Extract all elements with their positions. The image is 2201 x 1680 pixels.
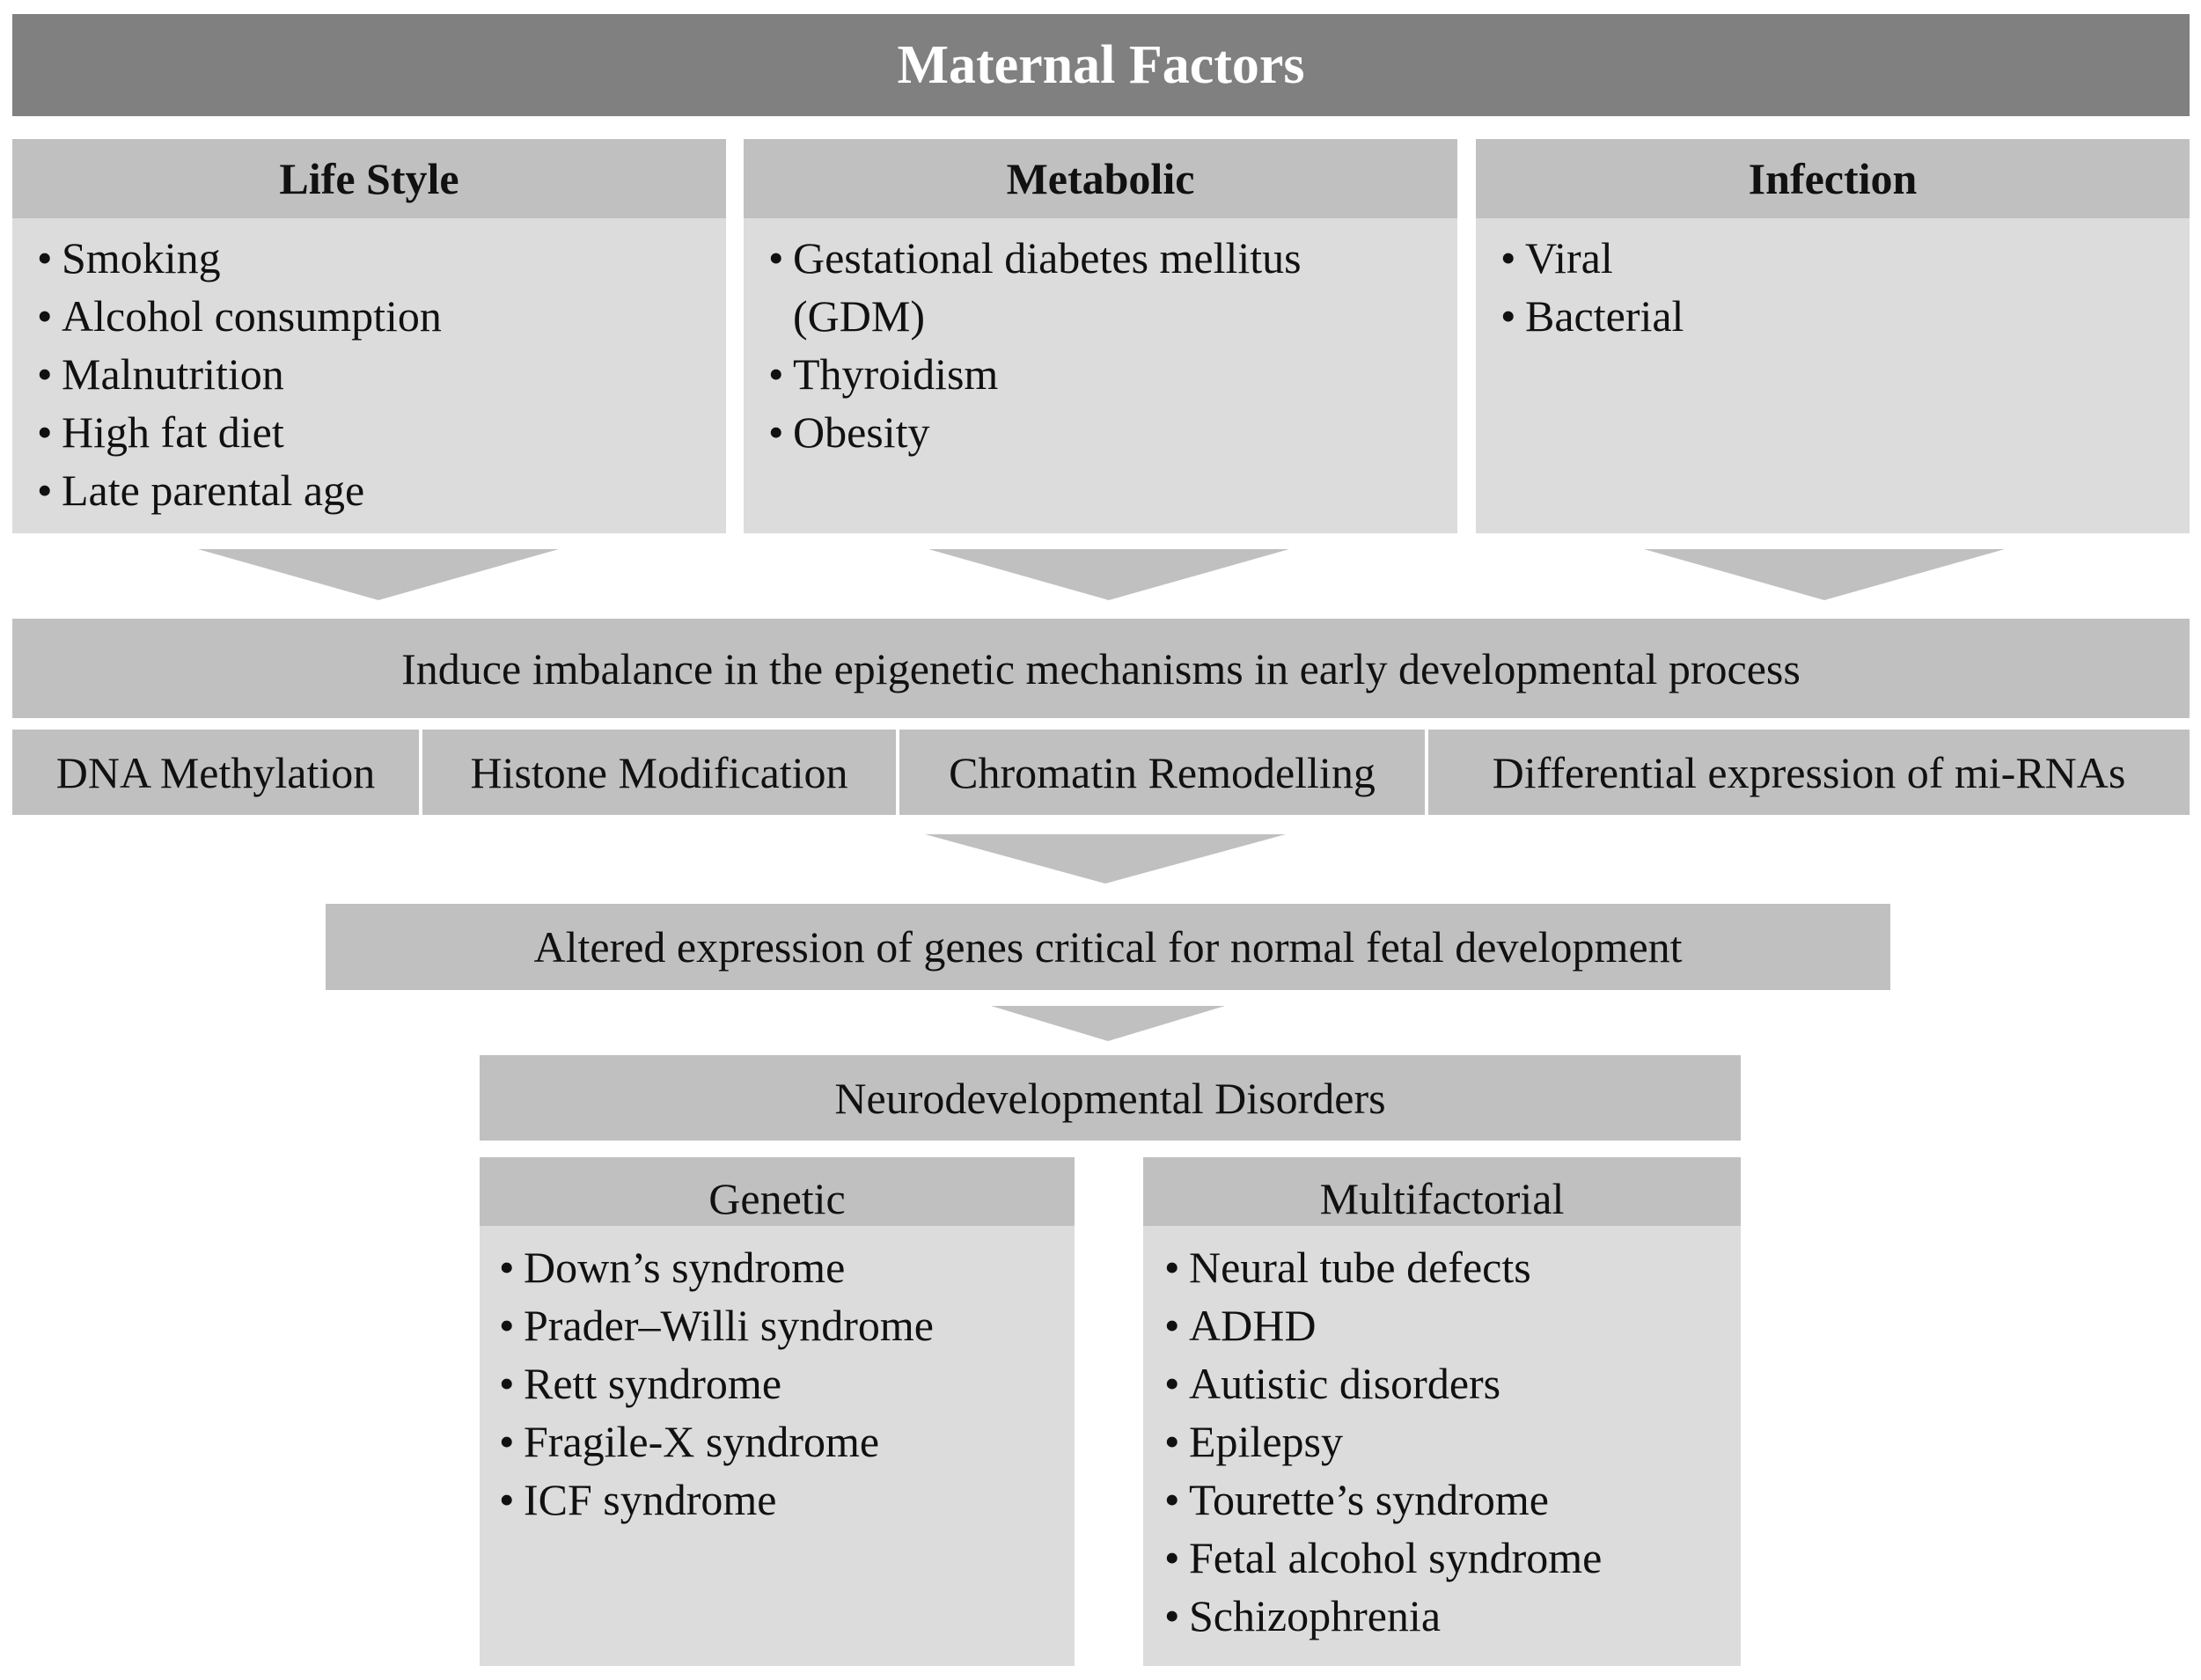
list-item: • Smoking (37, 229, 708, 287)
factor-title: Life Style (12, 139, 726, 218)
list-item: • Viral (1500, 229, 2172, 287)
multifactorial-title: Multifactorial (1143, 1157, 1741, 1226)
list-item: • High fat diet (37, 403, 708, 461)
list-item: • ADHD (1164, 1296, 1732, 1354)
list-item: • Down’s syndrome (499, 1238, 1066, 1296)
factor-list (1500, 229, 2172, 345)
list-item: • Autistic disorders (1164, 1354, 1732, 1412)
multifactorial-box (1143, 1157, 1741, 1666)
list-item: • Bacterial (1500, 287, 2172, 345)
down-arrow-icon (925, 834, 1286, 884)
genetic-box (480, 1157, 1075, 1666)
genetic-list (499, 1238, 1066, 1529)
factor-box-infection (1476, 139, 2190, 533)
factor-box-lifestyle (12, 139, 726, 533)
list-item: • Prader–Willi syndrome (499, 1296, 1066, 1354)
mechanism-row (12, 730, 2190, 815)
factor-title: Infection (1476, 139, 2190, 218)
disorders-box (480, 1055, 1741, 1141)
altered-expression-text: Altered expression of genes critical for normal fetal development (533, 922, 1683, 972)
list-item: • Tourette’s syndrome (1164, 1471, 1732, 1529)
list-item: • Thyroidism (768, 345, 1405, 403)
list-item: • Fragile-X syndrome (499, 1412, 1066, 1471)
mechanism-cell: Histone Modification (422, 730, 899, 815)
list-item: • Gestational diabetes mellitus (GDM) (768, 229, 1405, 345)
disorders-title: Neurodevelopmental Disorders (834, 1073, 1386, 1123)
mechanism-cell: DNA Methylation (12, 730, 422, 815)
factor-box-metabolic (744, 139, 1457, 533)
list-item: • Schizophrenia (1164, 1587, 1732, 1645)
maternal-factors-header (12, 14, 2190, 116)
list-item: • Neural tube defects (1164, 1238, 1732, 1296)
factor-list (37, 229, 708, 519)
list-item: • Fetal alcohol syndrome (1164, 1529, 1732, 1587)
list-item: • Epilepsy (1164, 1412, 1732, 1471)
down-arrow-icon (928, 549, 1289, 600)
down-arrow-icon (1644, 549, 2005, 600)
down-arrow-icon (198, 549, 559, 600)
list-item: • ICF syndrome (499, 1471, 1066, 1529)
factor-title: Metabolic (744, 139, 1457, 218)
mechanism-cell: Chromatin Remodelling (899, 730, 1428, 815)
list-item: • Late parental age (37, 461, 708, 519)
multifactorial-list (1164, 1238, 1732, 1645)
list-item: • Malnutrition (37, 345, 708, 403)
maternal-factors-title: Maternal Factors (897, 34, 1305, 95)
list-item: • Obesity (768, 403, 1405, 461)
imbalance-text: Induce imbalance in the epigenetic mechanisms in early developmental process (401, 643, 1801, 693)
down-arrow-icon (991, 1006, 1225, 1041)
genetic-title: Genetic (480, 1157, 1075, 1226)
mechanism-cell: Differential expression of mi-RNAs (1428, 730, 2190, 815)
factor-list (768, 229, 1405, 461)
list-item: • Rett syndrome (499, 1354, 1066, 1412)
altered-expression-box (326, 904, 1890, 990)
list-item: • Alcohol consumption (37, 287, 708, 345)
imbalance-box (12, 619, 2190, 718)
